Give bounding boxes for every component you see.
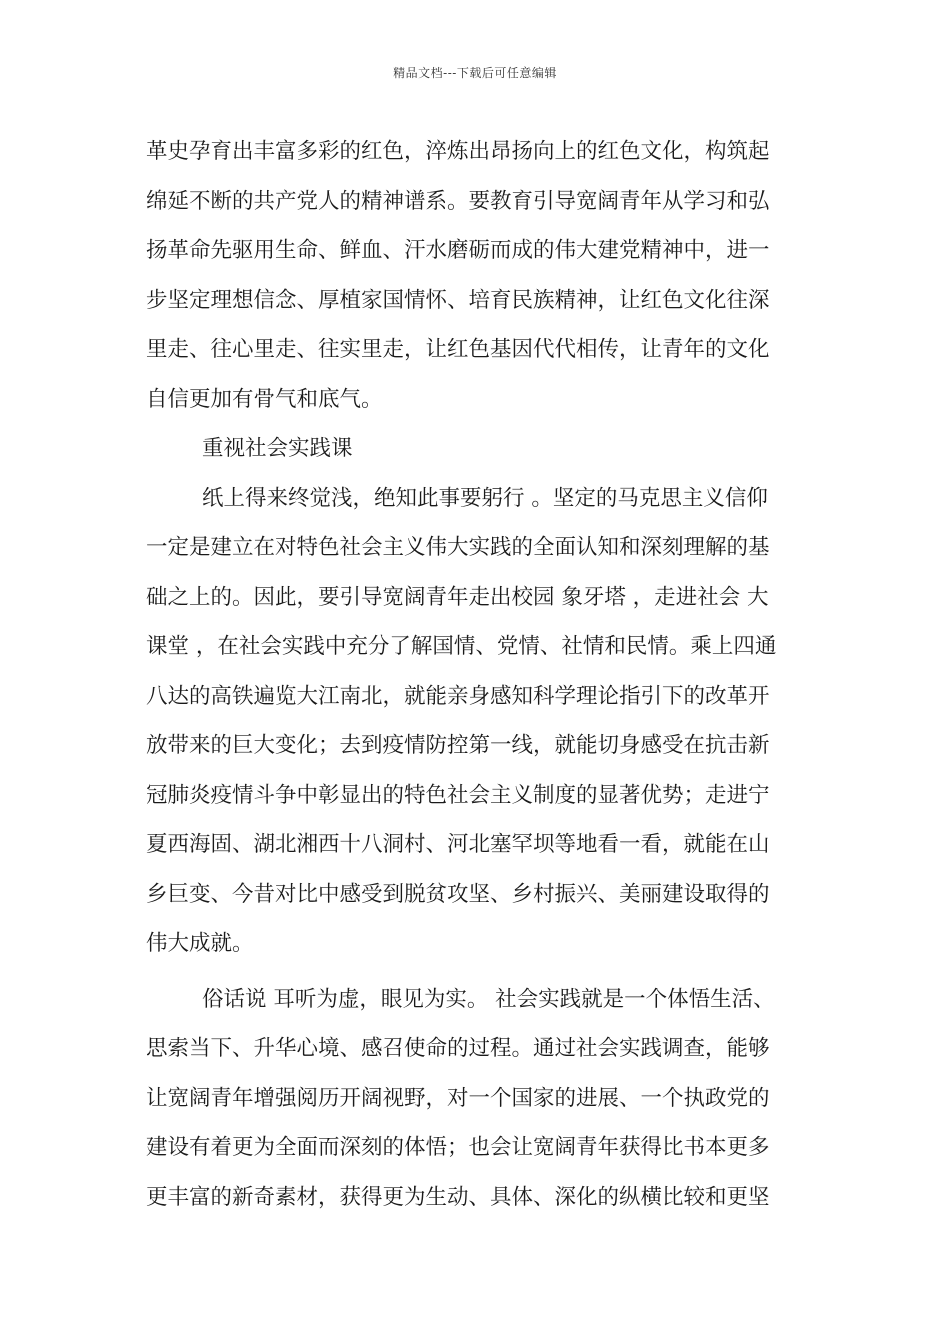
text-line: 八达的高铁遍览大江南北，就能亲身感知科学理论指引下的改革开: [146, 683, 770, 709]
text-line: 更丰富的新奇素材，获得更为生动、具体、深化的纵横比较和更坚: [146, 1184, 770, 1210]
text-line: 俗话说 耳听为虚，眼见为实。 社会实践就是一个体悟生活、: [202, 986, 775, 1012]
text-line: 夏西海固、湖北湘西十八洞村、河北塞罕坝等地看一看，就能在山: [146, 832, 770, 857]
text-line: 让宽阔青年增强阅历开阔视野，对一个国家的进展、一个执政党的: [146, 1085, 770, 1111]
text-line: 自信更加有骨气和底气。: [146, 386, 383, 412]
text-line: 绵延不断的共产党人的精神谱系。要教育引导宽阔青年从学习和弘: [146, 188, 770, 214]
text-line: 革史孕育出丰富多彩的红色，淬炼出昂扬向上的红色文化，构筑起: [146, 139, 770, 164]
text-line: 础之上的。因此，要引导宽阔青年走出校园 象牙塔 ，走进社会 大: [146, 584, 769, 610]
page-header: 精品文档---下载后可任意编辑: [393, 66, 557, 80]
text-line: 里走、往心里走、往实里走，让红色基因代代相传，让青年的文化: [146, 337, 770, 362]
text-line: 思索当下、升华心境、感召使命的过程。通过社会实践调查，能够: [146, 1036, 770, 1061]
paragraph-red-culture: [146, 127, 806, 424]
text-line: 放带来的巨大变化；去到疫情防控第一线，就能切身感受在抗击新: [146, 733, 770, 758]
paragraph-practice: [146, 474, 806, 969]
text-line: 一定是建立在对特色社会主义伟大实践的全面认知和深刻理解的基: [146, 535, 770, 560]
text-line: 建设有着更为全面而深刻的体悟；也会让宽阔青年获得比书本更多: [146, 1135, 770, 1160]
text-line: 伟大成就。: [146, 931, 254, 956]
section-heading: [146, 424, 806, 474]
document-body: [146, 127, 806, 1222]
section-heading-text: 重视社会实践课: [202, 436, 353, 461]
text-line: 扬革命先驱用生命、鲜血、汗水磨砺而成的伟大建党精神中，进一: [146, 238, 770, 263]
text-line: 乡巨变、今昔对比中感受到脱贫攻坚、乡村振兴、美丽建设取得的: [146, 881, 770, 907]
text-line: 纸上得来终觉浅，绝知此事要躬行 。坚定的马克思主义信仰: [202, 485, 768, 511]
text-line: 课堂 ，在社会实践中充分了解国情、党情、社情和民情。乘上四通: [146, 634, 777, 659]
text-line: 步坚定理想信念、厚植家国情怀、培育民族精神，让红色文化往深: [146, 287, 770, 313]
text-line: 冠肺炎疫情斗争中彰显出的特色社会主义制度的显著优势；走进宁: [146, 782, 770, 808]
paragraph-saying: [146, 975, 806, 1223]
